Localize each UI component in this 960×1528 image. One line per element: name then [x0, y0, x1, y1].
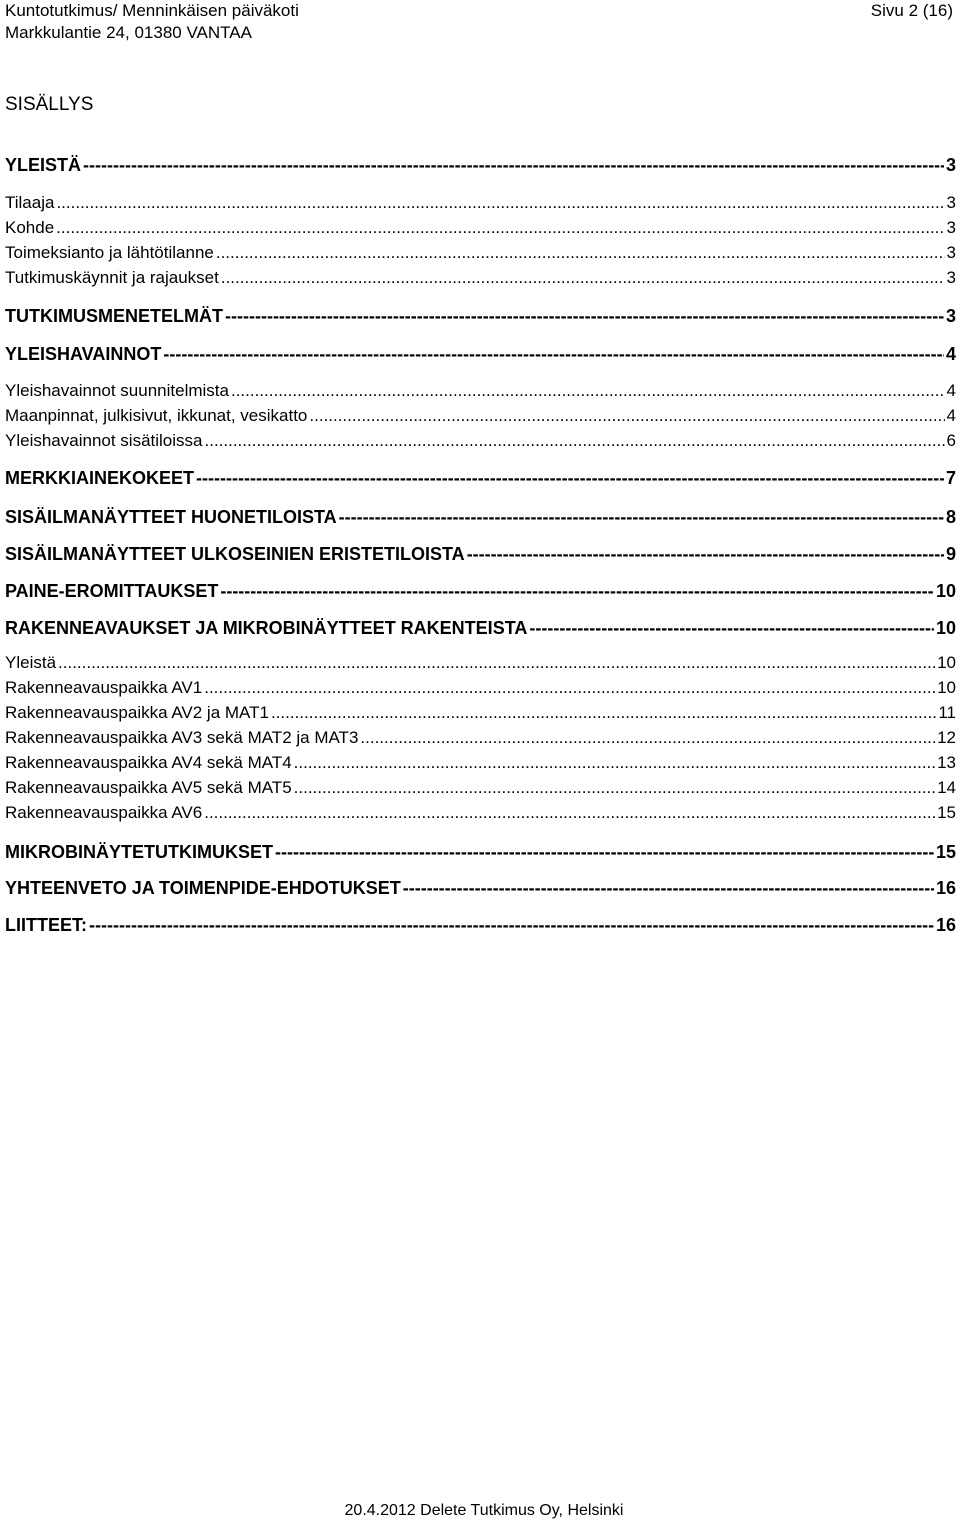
toc-entry-label: Rakenneavauspaikka AV2 ja MAT1	[5, 703, 269, 722]
toc-entry-av4[interactable]	[5, 751, 956, 775]
toc-entry-page: 3	[945, 155, 956, 175]
toc-entry-page: 3	[945, 306, 956, 326]
toc-entry-label: Toimeksianto ja lähtötilanne	[5, 243, 214, 262]
toc-leader	[216, 241, 945, 265]
toc-leader	[221, 266, 945, 290]
toc-entry-label: Rakenneavauspaikka AV3 sekä MAT2 ja MAT3	[5, 728, 359, 747]
toc-entry-label: Rakenneavauspaikka AV5 sekä MAT5	[5, 778, 292, 797]
toc-leader	[275, 840, 934, 864]
toc-entry-label: Yleishavainnot suunnitelmista	[5, 381, 229, 400]
toc-entry-av1[interactable]	[5, 676, 956, 700]
toc-entry-page: 3	[946, 243, 956, 262]
toc-entry-label: YHTEENVETO JA TOIMENPIDE-EHDOTUKSET	[5, 878, 401, 898]
toc-entry-page: 10	[935, 581, 956, 601]
toc-entry-page: 10	[935, 618, 956, 638]
site-address: Markkulantie 24, 01380 VANTAA	[5, 23, 252, 42]
toc-leader	[58, 651, 935, 675]
toc-entry-yleishavainnot[interactable]	[5, 342, 956, 366]
toc-leader	[529, 616, 934, 640]
toc-leader	[225, 304, 944, 328]
toc-entry-page: 7	[945, 468, 956, 488]
toc-entry-page: 6	[946, 431, 956, 450]
toc-leader	[196, 466, 944, 490]
toc-entry-tutkimuskaynnit[interactable]	[5, 266, 956, 290]
toc-leader	[56, 191, 944, 215]
document-title: Kuntotutkimus/ Menninkäisen päiväkoti	[5, 1, 299, 20]
toc-entry-kohde[interactable]	[5, 216, 956, 240]
toc-entry-page: 15	[937, 803, 956, 822]
toc-entry-label: Rakenneavauspaikka AV6	[5, 803, 203, 822]
toc-entry-yleista[interactable]	[5, 153, 956, 177]
toc-entry-yleista-sub[interactable]	[5, 651, 956, 675]
toc-leader	[339, 505, 944, 529]
toc-entry-page: 4	[946, 406, 956, 425]
toc-entry-label: MERKKIAINEKOKEET	[5, 468, 195, 488]
toc-entry-label: YLEISHAVAINNOT	[5, 344, 162, 364]
toc-leader	[231, 379, 945, 403]
toc-leader	[83, 153, 944, 177]
header-top-row	[5, 0, 955, 22]
toc-leader	[204, 801, 935, 825]
toc-entry-page: 3	[946, 193, 956, 212]
toc-entry-tilaaja[interactable]	[5, 191, 956, 215]
toc-entry-page: 16	[935, 915, 956, 935]
toc-entry-label: Tilaaja	[5, 193, 55, 212]
toc-entry-maanpinnat[interactable]	[5, 404, 956, 428]
toc-entry-yleishavainnot-suunnitelmista[interactable]	[5, 379, 956, 403]
toc-entry-sisailmanaytteet-ulkoseinien[interactable]	[5, 542, 956, 566]
toc-entry-page: 11	[938, 703, 956, 722]
toc-leader	[294, 751, 935, 775]
toc-leader	[294, 776, 935, 800]
toc-entry-label: TUTKIMUSMENETELMÄT	[5, 306, 223, 326]
toc-leader	[271, 701, 936, 725]
page-header	[5, 0, 955, 44]
page-indicator: Sivu 2 (16)	[870, 1, 953, 20]
toc-leader	[309, 404, 944, 428]
toc-title: SISÄLLYS	[5, 94, 94, 115]
toc-leader	[360, 726, 935, 750]
toc-entry-page: 13	[937, 753, 956, 772]
toc-entry-merkkiainekokeet[interactable]	[5, 466, 956, 490]
toc-entry-label: Yleishavainnot sisätiloissa	[5, 431, 203, 450]
toc-leader	[204, 676, 935, 700]
footer-text: 20.4.2012 Delete Tutkimus Oy, Helsinki	[344, 1502, 624, 1519]
toc-entry-page: 10	[937, 653, 956, 672]
toc-entry-page: 3	[946, 268, 956, 287]
toc-entry-page: 14	[937, 778, 956, 797]
toc-entry-label: RAKENNEAVAUKSET JA MIKROBINÄYTTEET RAKENTEISTA	[5, 618, 528, 638]
toc-entry-label: Rakenneavauspaikka AV4 sekä MAT4	[5, 753, 292, 772]
toc-entry-av6[interactable]	[5, 801, 956, 825]
toc-entry-page: 12	[937, 728, 956, 747]
toc-entry-label: Kohde	[5, 218, 55, 237]
toc-entry-label: Yleistä	[5, 653, 57, 672]
toc-entry-label: YLEISTÄ	[5, 155, 82, 175]
page-footer	[0, 1500, 960, 1522]
toc-entry-av3[interactable]	[5, 726, 956, 750]
toc-entry-av5[interactable]	[5, 776, 956, 800]
toc-entry-mikrobinaytetutkimukset[interactable]	[5, 840, 956, 864]
header-address-row	[5, 22, 955, 44]
toc-entry-av2[interactable]	[5, 701, 956, 725]
toc-entry-yleishavainnot-sisatiloissa[interactable]	[5, 429, 956, 453]
toc-leader	[163, 342, 944, 366]
toc-entry-page: 8	[945, 507, 956, 527]
toc-leader	[467, 542, 944, 566]
toc-entry-label: Tutkimuskäynnit ja rajaukset	[5, 268, 219, 287]
toc-entry-label: Rakenneavauspaikka AV1	[5, 678, 203, 697]
toc-entry-label: SISÄILMANÄYTTEET ULKOSEINIEN ERISTETILOISTA	[5, 544, 465, 564]
toc-entry-page: 10	[937, 678, 956, 697]
toc-entry-page: 16	[935, 878, 956, 898]
toc-entry-paine-eromittaukset[interactable]	[5, 579, 956, 603]
toc-entry-label: PAINE-EROMITTAUKSET	[5, 581, 219, 601]
toc-entry-label: Maanpinnat, julkisivut, ikkunat, vesikatto	[5, 406, 308, 425]
toc-entry-label: MIKROBINÄYTETUTKIMUKSET	[5, 842, 273, 862]
toc-leader	[89, 913, 934, 937]
toc-entry-sisailmanaytteet-huonetiloista[interactable]	[5, 505, 956, 529]
toc-entry-page: 3	[946, 218, 956, 237]
toc-entry-rakenneavaukset[interactable]	[5, 616, 956, 640]
toc-leader	[56, 216, 944, 240]
toc-entry-page: 4	[945, 344, 956, 364]
toc-entry-label: SISÄILMANÄYTTEET HUONETILOISTA	[5, 507, 337, 527]
toc-entry-tutkimusmenetelmat[interactable]	[5, 304, 956, 328]
toc-entry-toimeksianto[interactable]	[5, 241, 956, 265]
toc-entry-yhteenveto[interactable]	[5, 876, 956, 900]
toc-leader	[205, 429, 945, 453]
toc-entry-page: 15	[935, 842, 956, 862]
toc-entry-page: 9	[945, 544, 956, 564]
toc-entry-page: 4	[946, 381, 956, 400]
toc-entry-label: LIITTEET:	[5, 915, 87, 935]
toc-leader	[220, 579, 934, 603]
toc-leader	[403, 876, 934, 900]
toc-entry-liitteet[interactable]	[5, 913, 956, 937]
